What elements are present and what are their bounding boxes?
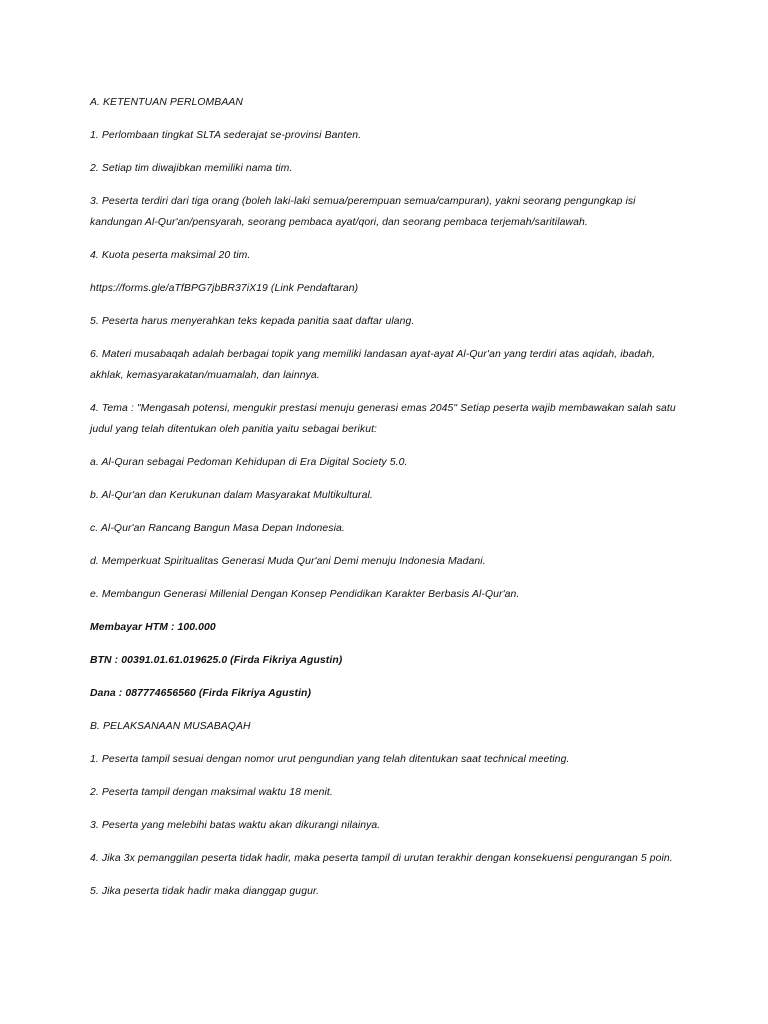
section-b-heading: B. PELAKSANAAN MUSABAQAH	[90, 721, 251, 732]
rule-item: 5. Peserta harus menyerahkan teks kepada panitia saat daftar ulang.	[90, 316, 415, 327]
rule-item: 1. Perlombaan tingkat SLTA sederajat se-provinsi Banten.	[90, 130, 362, 141]
theme-item: 4. Tema : "Mengasah potensi, mengukir prestasi menuju generasi emas 2045" Setiap peserta wajib membawakan salah satu judul yang telah ditentukan oleh panitia yaitu sebagai berikut:	[90, 403, 676, 435]
payment-fee: Membayar HTM : 100.000	[90, 622, 216, 633]
topic-item: d. Memperkuat Spiritualitas Generasi Muda Qur'ani Demi menuju Indonesia Madani.	[90, 556, 486, 567]
section-a-heading: A. KETENTUAN PERLOMBAAN	[90, 97, 243, 108]
topic-item: a. Al-Quran sebagai Pedoman Kehidupan di Era Digital Society 5.0.	[90, 457, 408, 468]
execution-item: 5. Jika peserta tidak hadir maka dianggap gugur.	[90, 886, 320, 897]
execution-item: 3. Peserta yang melebihi batas waktu akan dikurangi nilainya.	[90, 820, 381, 831]
payment-btn: BTN : 00391.01.61.019625.0 (Firda Fikriya Agustin)	[90, 655, 343, 666]
registration-link[interactable]: https://forms.gle/aTfBPG7jbBR37iX19 (Link Pendaftaran)	[90, 283, 359, 294]
execution-item: 1. Peserta tampil sesuai dengan nomor urut pengundian yang telah ditentukan saat technical meeting.	[90, 754, 570, 765]
execution-item: 2. Peserta tampil dengan maksimal waktu 18 menit.	[90, 787, 333, 798]
topic-item: e. Membangun Generasi Millenial Dengan Konsep Pendidikan Karakter Berbasis Al-Qur'an.	[90, 589, 520, 600]
rule-item: 6. Materi musabaqah adalah berbagai topik yang memiliki landasan ayat-ayat Al-Qur'an yang terdiri atas aqidah, ibadah, akhlak, kemasyarakatan/muamalah, dan lainnya.	[90, 349, 656, 381]
rule-item: 4. Kuota peserta maksimal 20 tim.	[90, 250, 251, 261]
topic-item: c. Al-Qur'an Rancang Bangun Masa Depan Indonesia.	[90, 523, 345, 534]
rule-item: 3. Peserta terdiri dari tiga orang (boleh laki-laki semua/perempuan semua/campuran), yakni seorang pengungkap isi kandungan Al-Qur'an/pensyarah, seorang pembaca ayat/qori, dan seorang pembaca terjemah/saritilawah.	[90, 196, 636, 228]
execution-item: 4. Jika 3x pemanggilan peserta tidak hadir, maka peserta tampil di urutan terakhir dengan konsekuensi pengurangan 5 poin.	[90, 853, 673, 864]
rule-item: 2. Setiap tim diwajibkan memiliki nama tim.	[90, 163, 293, 174]
payment-dana: Dana : 087774656560 (Firda Fikriya Agustin)	[90, 688, 312, 699]
document-body	[90, 92, 690, 914]
topic-item: b. Al-Qur'an dan Kerukunan dalam Masyarakat Multikultural.	[90, 490, 373, 501]
